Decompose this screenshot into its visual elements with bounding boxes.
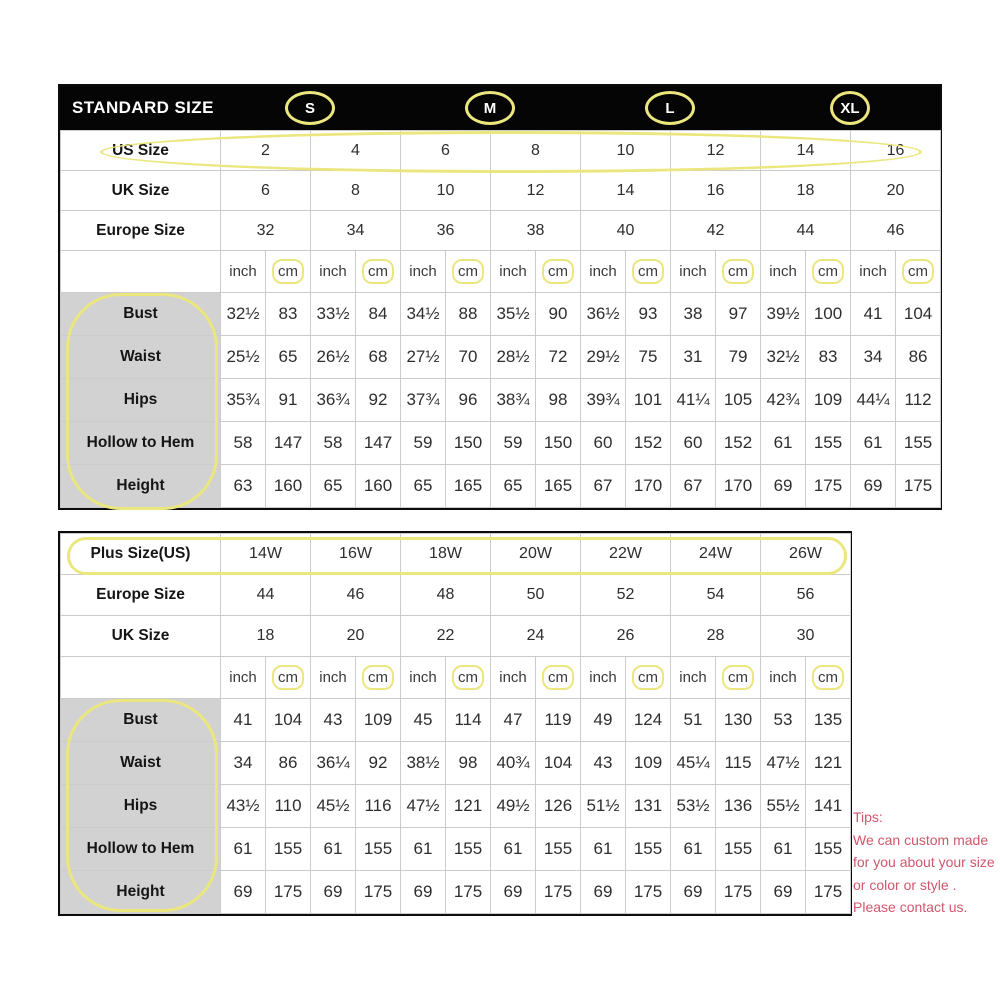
row-label: Europe Size — [61, 211, 221, 251]
size-row — [61, 575, 851, 616]
measure-value-cell: 155 — [626, 828, 671, 871]
measure-value-cell: 121 — [446, 785, 491, 828]
measure-value-cell: 61 — [401, 828, 446, 871]
cm-unit-cell — [536, 657, 581, 699]
size-value-cell: 18W — [401, 534, 491, 575]
measure-value-cell: 155 — [446, 828, 491, 871]
standard-size-header — [60, 86, 940, 130]
size-value-cell: 4 — [311, 131, 401, 171]
size-row — [61, 131, 941, 171]
measure-row — [61, 742, 851, 785]
measure-value-cell: 155 — [716, 828, 761, 871]
inch-unit-cell: inch — [401, 657, 446, 699]
cm-unit-cell — [626, 251, 671, 293]
size-value-cell: 46 — [311, 575, 401, 616]
measure-value-cell: 150 — [536, 422, 581, 465]
measure-value-cell: 34 — [221, 742, 266, 785]
measure-value-cell: 116 — [356, 785, 401, 828]
measure-value-cell: 79 — [716, 336, 761, 379]
measure-value-cell: 26½ — [311, 336, 356, 379]
measure-value-cell: 60 — [581, 422, 626, 465]
measure-value-cell: 59 — [401, 422, 446, 465]
size-value-cell: 12 — [671, 131, 761, 171]
cm-unit-cell — [446, 251, 491, 293]
inch-unit-cell: inch — [401, 251, 446, 293]
standard-size-title: STANDARD SIZE — [72, 98, 214, 117]
measure-value-cell: 112 — [896, 379, 941, 422]
measure-value-cell: 60 — [671, 422, 716, 465]
size-value-cell: 10 — [581, 131, 671, 171]
measure-value-cell: 97 — [716, 293, 761, 336]
size-value-cell: 38 — [491, 211, 581, 251]
measure-value-cell: 33½ — [311, 293, 356, 336]
measure-value-cell: 155 — [356, 828, 401, 871]
measure-value-cell: 105 — [716, 379, 761, 422]
size-value-cell: 6 — [221, 171, 311, 211]
size-value-cell: 26W — [761, 534, 851, 575]
measure-value-cell: 65 — [266, 336, 311, 379]
size-value-cell: 44 — [761, 211, 851, 251]
measure-row-label: Hips — [61, 785, 221, 828]
measure-value-cell: 29½ — [581, 336, 626, 379]
measure-value-cell: 109 — [356, 699, 401, 742]
measure-value-cell: 141 — [806, 785, 851, 828]
size-value-cell: 44 — [221, 575, 311, 616]
inch-unit-cell: inch — [221, 657, 266, 699]
size-value-cell: 24 — [491, 616, 581, 657]
cm-highlight-box: cm — [632, 665, 664, 690]
measure-value-cell: 170 — [716, 465, 761, 508]
measure-value-cell: 61 — [221, 828, 266, 871]
cm-unit-cell — [806, 251, 851, 293]
size-value-cell: 36 — [401, 211, 491, 251]
measure-value-cell: 98 — [536, 379, 581, 422]
measure-value-cell: 47 — [491, 699, 536, 742]
inch-unit-cell: inch — [761, 657, 806, 699]
inch-unit-cell: inch — [581, 657, 626, 699]
measure-value-cell: 59 — [491, 422, 536, 465]
measure-value-cell: 155 — [806, 828, 851, 871]
measure-row-label: Height — [61, 465, 221, 508]
measure-value-cell: 160 — [356, 465, 401, 508]
measure-value-cell: 155 — [806, 422, 851, 465]
measure-value-cell: 83 — [806, 336, 851, 379]
measure-value-cell: 69 — [761, 465, 806, 508]
cm-highlight-box: cm — [542, 259, 574, 284]
inch-unit-cell: inch — [671, 251, 716, 293]
cm-highlight-box: cm — [722, 665, 754, 690]
inch-unit-cell: inch — [581, 251, 626, 293]
size-value-cell: 24W — [671, 534, 761, 575]
measure-value-cell: 61 — [761, 422, 806, 465]
measure-row — [61, 465, 941, 508]
cm-highlight-box: cm — [452, 259, 484, 284]
plus-size-chart — [58, 531, 852, 916]
size-value-cell: 56 — [761, 575, 851, 616]
measure-value-cell: 101 — [626, 379, 671, 422]
measure-value-cell: 175 — [536, 871, 581, 914]
measure-value-cell: 43 — [581, 742, 626, 785]
measure-value-cell: 38¾ — [491, 379, 536, 422]
measure-row-label: Hips — [61, 379, 221, 422]
measure-value-cell: 37¾ — [401, 379, 446, 422]
measure-value-cell: 47½ — [401, 785, 446, 828]
inch-unit-cell: inch — [761, 251, 806, 293]
size-value-cell: 54 — [671, 575, 761, 616]
measure-value-cell: 136 — [716, 785, 761, 828]
size-value-cell: 6 — [401, 131, 491, 171]
cm-highlight-box: cm — [812, 665, 844, 690]
measure-value-cell: 175 — [716, 871, 761, 914]
cm-highlight-box: cm — [812, 259, 844, 284]
size-group-badge-l: L — [645, 91, 695, 125]
measure-value-cell: 84 — [356, 293, 401, 336]
measure-value-cell: 119 — [536, 699, 581, 742]
size-value-cell: 26 — [581, 616, 671, 657]
measure-value-cell: 165 — [536, 465, 581, 508]
measure-value-cell: 165 — [446, 465, 491, 508]
measure-value-cell: 41¼ — [671, 379, 716, 422]
measure-value-cell: 175 — [356, 871, 401, 914]
size-row — [61, 616, 851, 657]
measure-value-cell: 45½ — [311, 785, 356, 828]
measure-row-label: Bust — [61, 293, 221, 336]
measure-value-cell: 175 — [806, 871, 851, 914]
measure-row — [61, 828, 851, 871]
size-value-cell: 18 — [761, 171, 851, 211]
measure-value-cell: 152 — [716, 422, 761, 465]
size-value-cell: 8 — [311, 171, 401, 211]
size-value-cell: 20 — [851, 171, 941, 211]
measure-value-cell: 175 — [896, 465, 941, 508]
measure-value-cell: 131 — [626, 785, 671, 828]
cm-highlight-box: cm — [722, 259, 754, 284]
cm-highlight-box: cm — [362, 259, 394, 284]
measure-value-cell: 155 — [266, 828, 311, 871]
measure-value-cell: 38½ — [401, 742, 446, 785]
measure-value-cell: 92 — [356, 742, 401, 785]
size-value-cell: 42 — [671, 211, 761, 251]
inch-unit-cell: inch — [671, 657, 716, 699]
cm-unit-cell — [356, 251, 401, 293]
measure-value-cell: 44¼ — [851, 379, 896, 422]
cm-unit-cell — [266, 657, 311, 699]
cm-highlight-box: cm — [272, 259, 304, 284]
measure-value-cell: 51 — [671, 699, 716, 742]
cm-unit-cell — [806, 657, 851, 699]
tips-title: Tips: — [853, 809, 883, 825]
size-value-cell: 2 — [221, 131, 311, 171]
measure-value-cell: 104 — [536, 742, 581, 785]
measure-value-cell: 41 — [221, 699, 266, 742]
measure-value-cell: 175 — [806, 465, 851, 508]
measure-value-cell: 42¾ — [761, 379, 806, 422]
tips-line: or color or style . — [853, 876, 957, 893]
size-value-cell: 18 — [221, 616, 311, 657]
size-value-cell: 22W — [581, 534, 671, 575]
measure-row-label: Waist — [61, 336, 221, 379]
measure-row — [61, 699, 851, 742]
measure-value-cell: 150 — [446, 422, 491, 465]
size-value-cell: 20W — [491, 534, 581, 575]
measure-value-cell: 32½ — [221, 293, 266, 336]
measure-value-cell: 58 — [221, 422, 266, 465]
standard-size-table — [60, 130, 941, 508]
measure-value-cell: 96 — [446, 379, 491, 422]
measure-value-cell: 61 — [671, 828, 716, 871]
measure-value-cell: 43½ — [221, 785, 266, 828]
measure-value-cell: 155 — [536, 828, 581, 871]
measure-value-cell: 36½ — [581, 293, 626, 336]
measure-row — [61, 336, 941, 379]
measure-value-cell: 109 — [626, 742, 671, 785]
measure-value-cell: 58 — [311, 422, 356, 465]
row-label — [61, 251, 221, 293]
measure-value-cell: 69 — [581, 871, 626, 914]
measure-value-cell: 31 — [671, 336, 716, 379]
measure-value-cell: 155 — [896, 422, 941, 465]
size-value-cell: 8 — [491, 131, 581, 171]
measure-value-cell: 175 — [266, 871, 311, 914]
measure-row — [61, 871, 851, 914]
measure-value-cell: 70 — [446, 336, 491, 379]
inch-unit-cell: inch — [491, 657, 536, 699]
measure-value-cell: 126 — [536, 785, 581, 828]
measure-row-label: Hollow to Hem — [61, 828, 221, 871]
cm-unit-cell — [716, 251, 761, 293]
measure-value-cell: 47½ — [761, 742, 806, 785]
measure-value-cell: 61 — [851, 422, 896, 465]
size-group-badge-s: S — [285, 91, 335, 125]
measure-value-cell: 147 — [356, 422, 401, 465]
size-group-badge-xl: XL — [830, 91, 870, 125]
measure-value-cell: 175 — [626, 871, 671, 914]
measure-value-cell: 170 — [626, 465, 671, 508]
cm-unit-cell — [356, 657, 401, 699]
row-label: US Size — [61, 131, 221, 171]
size-value-cell: 12 — [491, 171, 581, 211]
measure-value-cell: 175 — [446, 871, 491, 914]
measure-row-label: Bust — [61, 699, 221, 742]
cm-unit-cell — [266, 251, 311, 293]
size-value-cell: 48 — [401, 575, 491, 616]
measure-value-cell: 69 — [491, 871, 536, 914]
tips-line: We can custom made — [853, 831, 989, 848]
cm-highlight-box: cm — [272, 665, 304, 690]
measure-value-cell: 152 — [626, 422, 671, 465]
cm-unit-cell — [446, 657, 491, 699]
size-value-cell: 14 — [761, 131, 851, 171]
measure-value-cell: 100 — [806, 293, 851, 336]
tips-note — [853, 806, 1000, 919]
measure-value-cell: 115 — [716, 742, 761, 785]
measure-value-cell: 49 — [581, 699, 626, 742]
tips-line: for you about your size — [853, 854, 995, 870]
cm-unit-cell — [716, 657, 761, 699]
measure-row — [61, 379, 941, 422]
measure-value-cell: 27½ — [401, 336, 446, 379]
size-value-cell: 10 — [401, 171, 491, 211]
cm-highlight-box: cm — [452, 665, 484, 690]
measure-value-cell: 61 — [761, 828, 806, 871]
measure-value-cell: 121 — [806, 742, 851, 785]
measure-value-cell: 49½ — [491, 785, 536, 828]
measure-value-cell: 124 — [626, 699, 671, 742]
size-value-cell: 46 — [851, 211, 941, 251]
measure-value-cell: 92 — [356, 379, 401, 422]
measure-value-cell: 86 — [266, 742, 311, 785]
row-label: UK Size — [61, 171, 221, 211]
plus-size-table — [60, 533, 851, 914]
measure-value-cell: 36¾ — [311, 379, 356, 422]
size-value-cell: 50 — [491, 575, 581, 616]
measure-value-cell: 86 — [896, 336, 941, 379]
cm-unit-cell — [896, 251, 941, 293]
measure-value-cell: 63 — [221, 465, 266, 508]
inch-unit-cell: inch — [311, 657, 356, 699]
measure-value-cell: 69 — [761, 871, 806, 914]
measure-value-cell: 38 — [671, 293, 716, 336]
measure-value-cell: 61 — [581, 828, 626, 871]
cm-highlight-box: cm — [902, 259, 934, 284]
measure-value-cell: 91 — [266, 379, 311, 422]
measure-row-label: Waist — [61, 742, 221, 785]
measure-value-cell: 28½ — [491, 336, 536, 379]
measure-value-cell: 45¼ — [671, 742, 716, 785]
measure-value-cell: 114 — [446, 699, 491, 742]
measure-value-cell: 65 — [401, 465, 446, 508]
measure-value-cell: 98 — [446, 742, 491, 785]
tips-line: Please contact us. — [853, 899, 968, 915]
size-value-cell: 14 — [581, 171, 671, 211]
measure-value-cell: 65 — [491, 465, 536, 508]
row-label: Europe Size — [61, 575, 221, 616]
measure-value-cell: 39¾ — [581, 379, 626, 422]
measure-value-cell: 104 — [266, 699, 311, 742]
measure-value-cell: 83 — [266, 293, 311, 336]
measure-value-cell: 53½ — [671, 785, 716, 828]
measure-value-cell: 69 — [851, 465, 896, 508]
inch-unit-cell: inch — [221, 251, 266, 293]
cm-unit-cell — [536, 251, 581, 293]
inch-unit-cell: inch — [851, 251, 896, 293]
unit-row — [61, 657, 851, 699]
measure-value-cell: 51½ — [581, 785, 626, 828]
size-row — [61, 534, 851, 575]
measure-value-cell: 32½ — [761, 336, 806, 379]
cm-unit-cell — [626, 657, 671, 699]
measure-value-cell: 34½ — [401, 293, 446, 336]
size-value-cell: 32 — [221, 211, 311, 251]
row-label — [61, 657, 221, 699]
size-value-cell: 28 — [671, 616, 761, 657]
measure-value-cell: 61 — [491, 828, 536, 871]
measure-row — [61, 293, 941, 336]
measure-row-label: Height — [61, 871, 221, 914]
size-row — [61, 171, 941, 211]
measure-value-cell: 39½ — [761, 293, 806, 336]
measure-value-cell: 35½ — [491, 293, 536, 336]
measure-value-cell: 67 — [581, 465, 626, 508]
size-value-cell: 30 — [761, 616, 851, 657]
cm-highlight-box: cm — [362, 665, 394, 690]
measure-value-cell: 130 — [716, 699, 761, 742]
measure-value-cell: 147 — [266, 422, 311, 465]
measure-value-cell: 75 — [626, 336, 671, 379]
measure-value-cell: 55½ — [761, 785, 806, 828]
measure-value-cell: 88 — [446, 293, 491, 336]
measure-value-cell: 69 — [401, 871, 446, 914]
measure-value-cell: 45 — [401, 699, 446, 742]
size-value-cell: 16 — [671, 171, 761, 211]
size-group-badge-m: M — [465, 91, 515, 125]
cm-highlight-box: cm — [542, 665, 574, 690]
measure-value-cell: 69 — [671, 871, 716, 914]
size-value-cell: 40 — [581, 211, 671, 251]
inch-unit-cell: inch — [491, 251, 536, 293]
measure-value-cell: 67 — [671, 465, 716, 508]
measure-value-cell: 68 — [356, 336, 401, 379]
measure-row — [61, 785, 851, 828]
standard-size-chart — [58, 84, 942, 510]
measure-value-cell: 160 — [266, 465, 311, 508]
size-value-cell: 16 — [851, 131, 941, 171]
measure-value-cell: 104 — [896, 293, 941, 336]
measure-value-cell: 36¼ — [311, 742, 356, 785]
measure-row — [61, 422, 941, 465]
measure-value-cell: 61 — [311, 828, 356, 871]
measure-value-cell: 34 — [851, 336, 896, 379]
measure-row-label: Hollow to Hem — [61, 422, 221, 465]
size-value-cell: 16W — [311, 534, 401, 575]
measure-value-cell: 110 — [266, 785, 311, 828]
inch-unit-cell: inch — [311, 251, 356, 293]
cm-highlight-box: cm — [632, 259, 664, 284]
measure-value-cell: 41 — [851, 293, 896, 336]
measure-value-cell: 109 — [806, 379, 851, 422]
size-value-cell: 52 — [581, 575, 671, 616]
measure-value-cell: 93 — [626, 293, 671, 336]
measure-value-cell: 40¾ — [491, 742, 536, 785]
measure-value-cell: 135 — [806, 699, 851, 742]
measure-value-cell: 90 — [536, 293, 581, 336]
size-value-cell: 22 — [401, 616, 491, 657]
size-row — [61, 211, 941, 251]
size-value-cell: 20 — [311, 616, 401, 657]
measure-value-cell: 65 — [311, 465, 356, 508]
measure-value-cell: 69 — [221, 871, 266, 914]
unit-row — [61, 251, 941, 293]
measure-value-cell: 25½ — [221, 336, 266, 379]
measure-value-cell: 43 — [311, 699, 356, 742]
row-label: Plus Size(US) — [61, 534, 221, 575]
measure-value-cell: 35¾ — [221, 379, 266, 422]
measure-value-cell: 53 — [761, 699, 806, 742]
measure-value-cell: 69 — [311, 871, 356, 914]
size-value-cell: 14W — [221, 534, 311, 575]
measure-value-cell: 72 — [536, 336, 581, 379]
size-value-cell: 34 — [311, 211, 401, 251]
row-label: UK Size — [61, 616, 221, 657]
